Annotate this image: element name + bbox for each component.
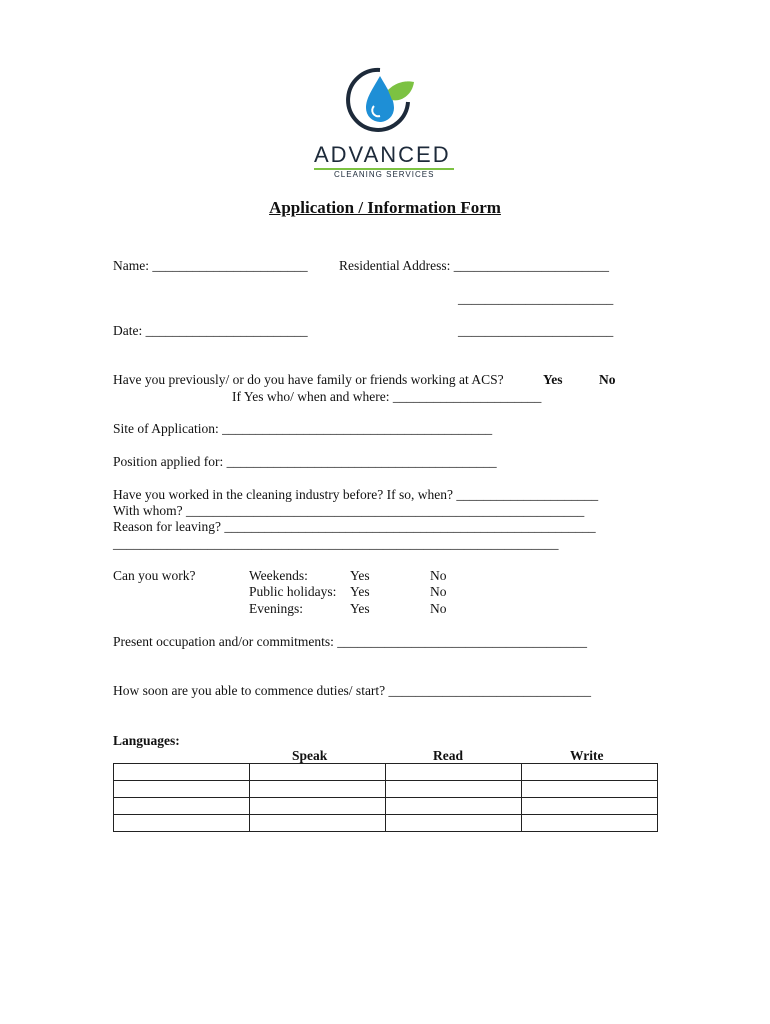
occupation-field[interactable]: Present occupation and/or commitments: _____________________________________	[113, 634, 587, 649]
lang-header-write: Write	[570, 748, 604, 763]
table-row	[114, 781, 658, 798]
languages-label: Languages:	[113, 733, 180, 748]
reason-line-2[interactable]: __________________________________________________________________	[113, 536, 559, 551]
previous-question: Have you previously/ or do you have family or friends working at ACS?	[113, 372, 504, 387]
site-field[interactable]: Site of Application: ________________________________________	[113, 421, 493, 436]
date-field[interactable]: Date: ________________________	[113, 323, 308, 338]
table-cell[interactable]	[250, 764, 386, 781]
table-cell[interactable]	[522, 764, 658, 781]
reason-field[interactable]: Reason for leaving? _______________________________________________________	[113, 519, 596, 534]
availability-label: Weekends:	[249, 568, 308, 583]
availability-no-option[interactable]: No	[430, 601, 447, 616]
with-whom-field[interactable]: With whom? ___________________________________________________________	[113, 503, 585, 518]
lang-header-speak: Speak	[292, 748, 328, 763]
table-cell[interactable]	[114, 798, 250, 815]
table-cell[interactable]	[250, 798, 386, 815]
table-cell[interactable]	[250, 781, 386, 798]
if-yes-field[interactable]: If Yes who/ when and where: ______________________	[232, 389, 542, 404]
table-cell[interactable]	[114, 781, 250, 798]
form-title: Application / Information Form	[269, 198, 501, 217]
can-work-label: Can you work?	[113, 568, 196, 583]
position-field[interactable]: Position applied for: ________________________________________	[113, 454, 497, 469]
address-line-2[interactable]: _______________________	[458, 291, 614, 306]
table-cell[interactable]	[522, 781, 658, 798]
table-row	[114, 815, 658, 832]
company-logo	[300, 62, 470, 180]
cleaning-question[interactable]: Have you worked in the cleaning industry before? If so, when? _____________________	[113, 487, 599, 502]
table-cell[interactable]	[522, 798, 658, 815]
logo-tagline: CLEANING SERVICES	[334, 170, 435, 179]
availability-yes-option[interactable]: Yes	[350, 568, 370, 583]
table-row	[114, 798, 658, 815]
table-cell[interactable]	[522, 815, 658, 832]
previous-yes-option[interactable]: Yes	[543, 372, 563, 387]
languages-table	[113, 763, 658, 832]
table-cell[interactable]	[386, 815, 522, 832]
table-cell[interactable]	[114, 764, 250, 781]
table-cell[interactable]	[114, 815, 250, 832]
address-field[interactable]: Residential Address: _______________________	[339, 258, 609, 273]
logo-drop-icon	[300, 62, 470, 142]
table-cell[interactable]	[250, 815, 386, 832]
table-cell[interactable]	[386, 764, 522, 781]
availability-label: Public holidays:	[249, 584, 337, 599]
table-row	[114, 764, 658, 781]
table-cell[interactable]	[386, 798, 522, 815]
availability-yes-option[interactable]: Yes	[350, 584, 370, 599]
availability-yes-option[interactable]: Yes	[350, 601, 370, 616]
lang-header-read: Read	[433, 748, 463, 763]
commence-field[interactable]: How soon are you able to commence duties/ start? ______________________________	[113, 683, 592, 698]
availability-no-option[interactable]: No	[430, 568, 447, 583]
previous-no-option[interactable]: No	[599, 372, 616, 387]
availability-no-option[interactable]: No	[430, 584, 447, 599]
name-field[interactable]: Name: _______________________	[113, 258, 308, 273]
logo-wordmark: ADVANCED	[314, 142, 451, 167]
availability-label: Evenings:	[249, 601, 303, 616]
table-cell[interactable]	[386, 781, 522, 798]
address-line-3[interactable]: _______________________	[458, 323, 614, 338]
